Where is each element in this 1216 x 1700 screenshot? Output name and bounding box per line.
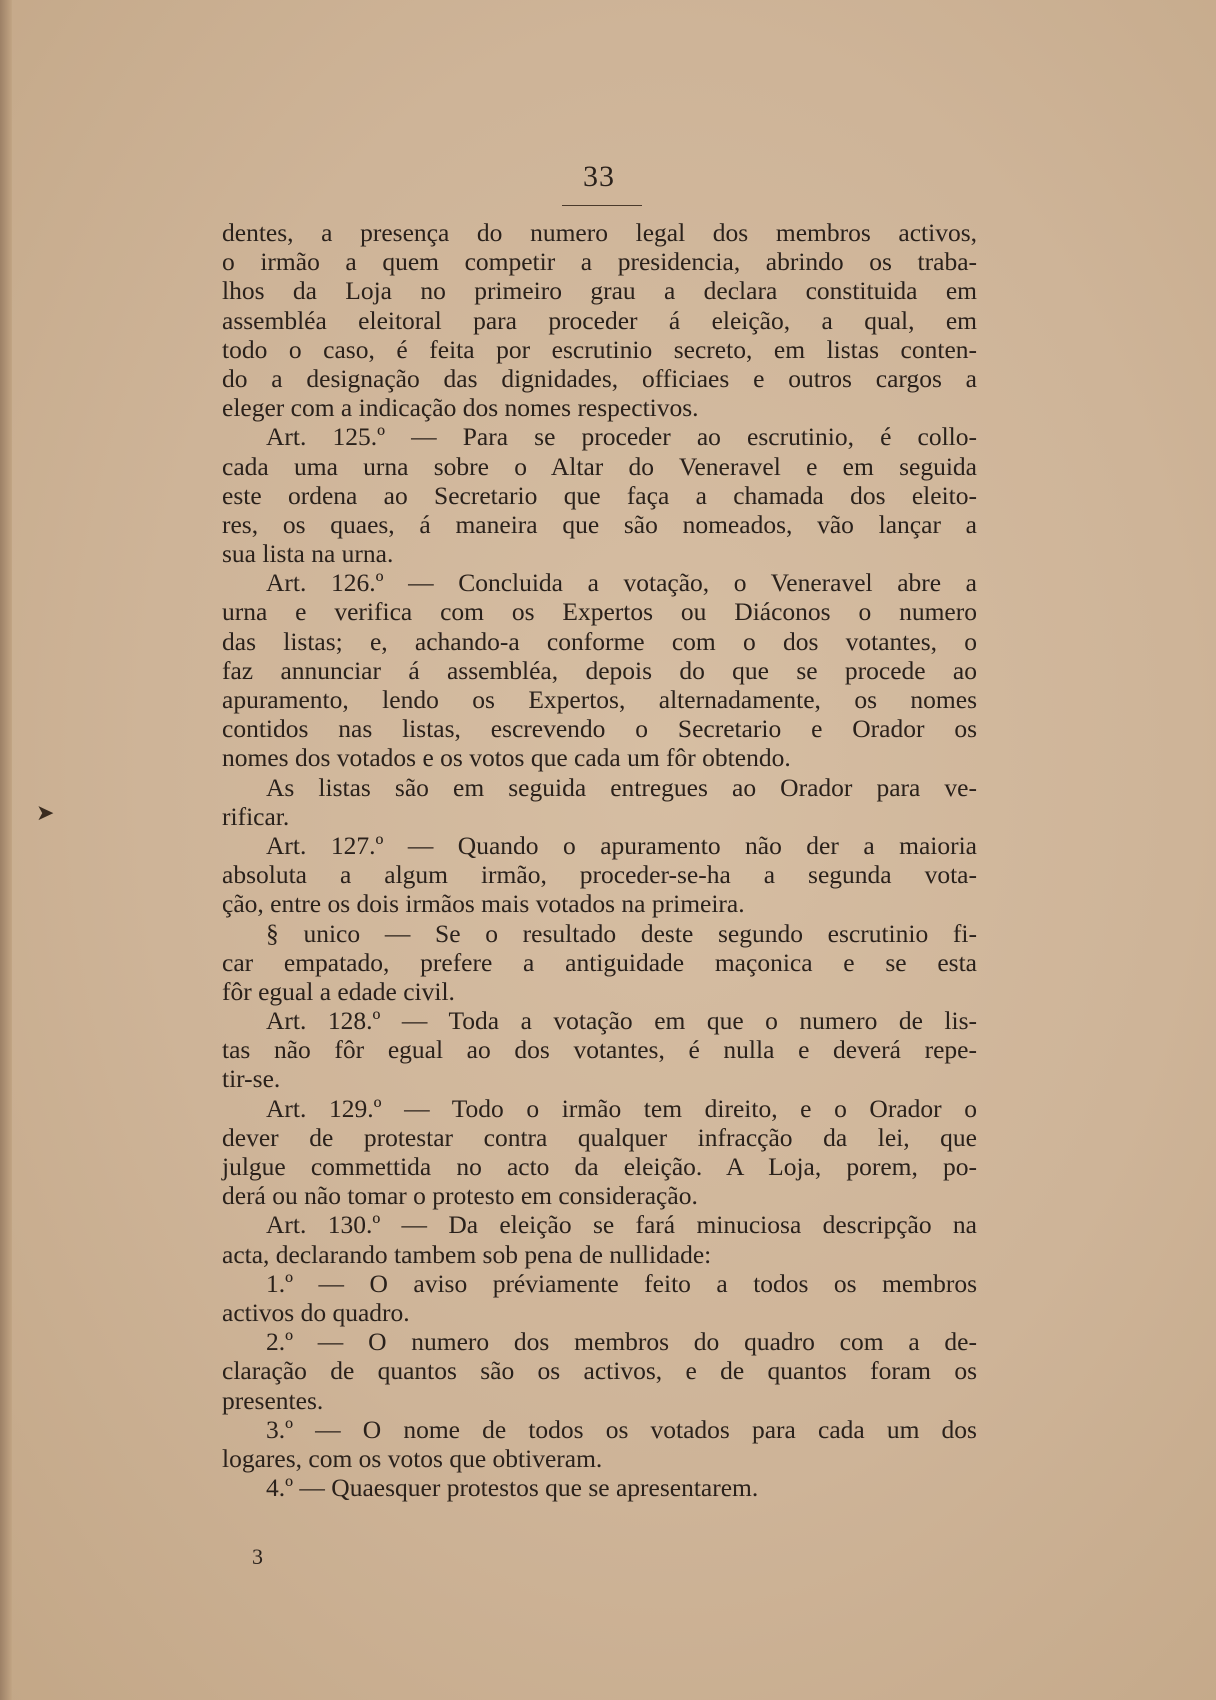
list-item-4-line: 4.º — Quaesquer protestos que se apresentarem. [266, 1473, 759, 1503]
text-line: claração de quantos são os activos, e de quantos foram os [222, 1356, 977, 1386]
text-line: eleger com a indicação dos nomes respectivos. [222, 393, 699, 423]
text-line: ção, entre os dois irmãos mais votados na primeira. [222, 889, 745, 919]
text-line: sua lista na urna. [222, 539, 394, 569]
article-128-line: Art. 128.º — Toda a votação em que o numero de lis- [266, 1006, 977, 1036]
text-line: rificar. [222, 801, 290, 831]
page-number: 33 [583, 160, 615, 193]
text-line: o irmão a quem competir a presidencia, abrindo os traba- [222, 247, 977, 277]
text-line: julgue commettida no acto da eleição. A Loja, porem, po- [222, 1152, 977, 1181]
text-line: todo o caso, é feita por escrutinio secreto, em listas conten- [222, 334, 977, 364]
article-125-line: Art. 125.º — Para se proceder ao escrutinio, é collo- [266, 422, 977, 452]
text-line: acta, declarando tambem sob pena de nullidade: [222, 1239, 712, 1269]
text-line: car empatado, prefere a antiguidade maçonica e se esta [222, 947, 977, 977]
text-line: logares, com os votos que obtiveram. [222, 1443, 603, 1473]
text-line: fôr egual a edade civil. [222, 976, 455, 1006]
text-line: lhos da Loja no primeiro grau a declara constituida em [222, 276, 977, 306]
paragraph-line: As listas são em seguida entregues ao Orador para ve- [266, 772, 977, 802]
header-rule [562, 205, 642, 206]
article-126-line: Art. 126.º — Concluida a votação, o Veneravel abre a [266, 568, 977, 598]
text-line: dentes, a presença do numero legal dos membros activos, [222, 218, 977, 247]
list-item-1-line: 1.º — O aviso préviamente feito a todos os membros [266, 1268, 977, 1298]
article-130-line: Art. 130.º — Da eleição se fará minuciosa descripção na [266, 1210, 977, 1240]
signature-mark: 3 [252, 1544, 263, 1569]
text-line: dever de protestar contra qualquer infracção da lei, que [222, 1122, 977, 1152]
article-129-line: Art. 129.º — Todo o irmão tem direito, e o Orador o [266, 1093, 977, 1123]
list-item-3-line: 3.º — O nome de todos os votados para cada um dos [266, 1414, 977, 1444]
body-text [222, 218, 977, 1502]
text-line: este ordena ao Secretario que faça a chamada dos eleito- [222, 480, 977, 510]
text-line: urna e verifica com os Expertos ou Diáconos o numero [222, 597, 977, 627]
page-spine-edge [0, 0, 12, 1700]
text-line: tas não fôr egual ao dos votantes, é nulla e deverá repe- [222, 1035, 977, 1065]
text-line: faz annunciar á assembléa, depois do que se procede ao [222, 655, 977, 685]
text-line: absoluta a algum irmão, proceder-se-ha a segunda vota- [222, 860, 977, 890]
text-line: presentes. [222, 1385, 324, 1415]
article-127-line: Art. 127.º — Quando o apuramento não der a maioria [266, 830, 977, 860]
text-line: apuramento, lendo os Expertos, alternadamente, os nomes [222, 685, 977, 714]
text-line: activos do quadro. [222, 1297, 410, 1327]
list-item-2-line: 2.º — O numero dos membros do quadro com a de- [266, 1327, 977, 1357]
text-line: derá ou não tomar o protesto em consideração. [222, 1181, 698, 1211]
text-line: das listas; e, achando-a conforme com o dos votantes, o [222, 626, 977, 656]
text-line: nomes dos votados e os votos que cada um fôr obtendo. [222, 743, 791, 773]
text-line: cada uma urna sobre o Altar do Veneravel e em seguida [222, 451, 977, 481]
margin-ink-mark: ➤ [36, 800, 55, 825]
text-line: do a designação das dignidades, officiaes e outros cargos a [222, 363, 977, 393]
text-line: assembléa eleitoral para proceder á eleição, a qual, em [222, 305, 977, 335]
text-line: tir-se. [222, 1064, 281, 1094]
section-unico-line: § unico — Se o resultado deste segundo escrutinio fi- [266, 918, 977, 948]
text-line: contidos nas listas, escrevendo o Secretario e Orador os [222, 714, 977, 744]
text-line: res, os quaes, á maneira que são nomeados, vão lançar a [222, 509, 977, 539]
